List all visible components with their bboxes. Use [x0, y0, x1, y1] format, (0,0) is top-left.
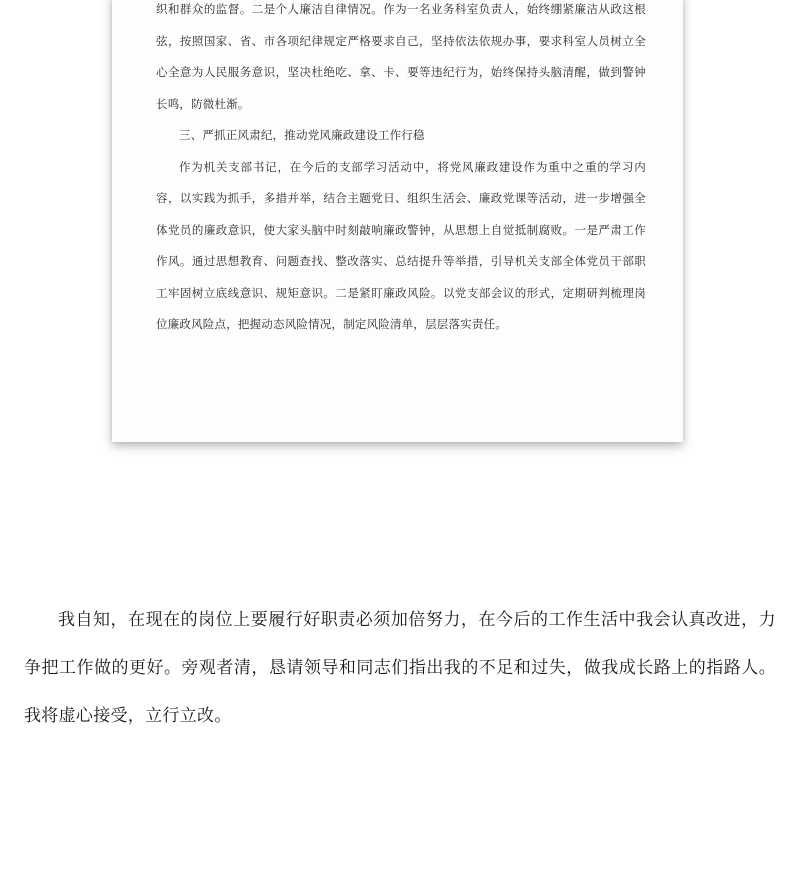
closing-section [24, 596, 776, 740]
paragraph-branch-secretary: 作为机关支部书记，在今后的支部学习活动中，将党风廉政建设作为重中之重的学习内容，以实践为抓手，多措并举，结合主题党日、组织生活会、廉政党课等活动，进一步增强全体党员的廉政意识，使大家头脑中时刻敲响廉政警钟，从思想上自觉抵制腐败。一是严肃工作作风。通过思想教育、问题查找、整改落实、总结提升等举措，引导机关支部全体党员干部职工牢固树立底线意识、规矩意识。二是紧盯廉政风险。以党支部会议的形式，定期研判梳理岗位廉政风险点，把握动态风险情况，制定风险清单，层层落实责任。 [156, 159, 646, 331]
section-heading-3: 三、严抓正风肃纪，推动党风廉政建设工作行稳 [179, 128, 425, 142]
paragraph-self-discipline: 织和群众的监督。二是个人廉洁自律情况。作为一名业务科室负责人，始终绷紧廉洁从政这根弦，按照国家、省、市各项纪律规定严格要求自己，坚持依法依规办事，要求科室人员树立全心全意为人民服务意识，坚决杜绝吃、拿、卡、要等违纪行为，始终保持头脑清醒，做到警钟长鸣，防微杜渐。 [156, 2, 646, 111]
document-page-preview [112, 0, 683, 442]
closing-paragraph: 我自知，在现在的岗位上要履行好职责必须加倍努力，在今后的工作生活中我会认真改进，力争把工作做的更好。旁观者清，恳请领导和同志们指出我的不足和过失，做我成长路上的指路人。我将虚心接受，立行立改。 [24, 610, 776, 726]
page-body [156, 0, 646, 341]
